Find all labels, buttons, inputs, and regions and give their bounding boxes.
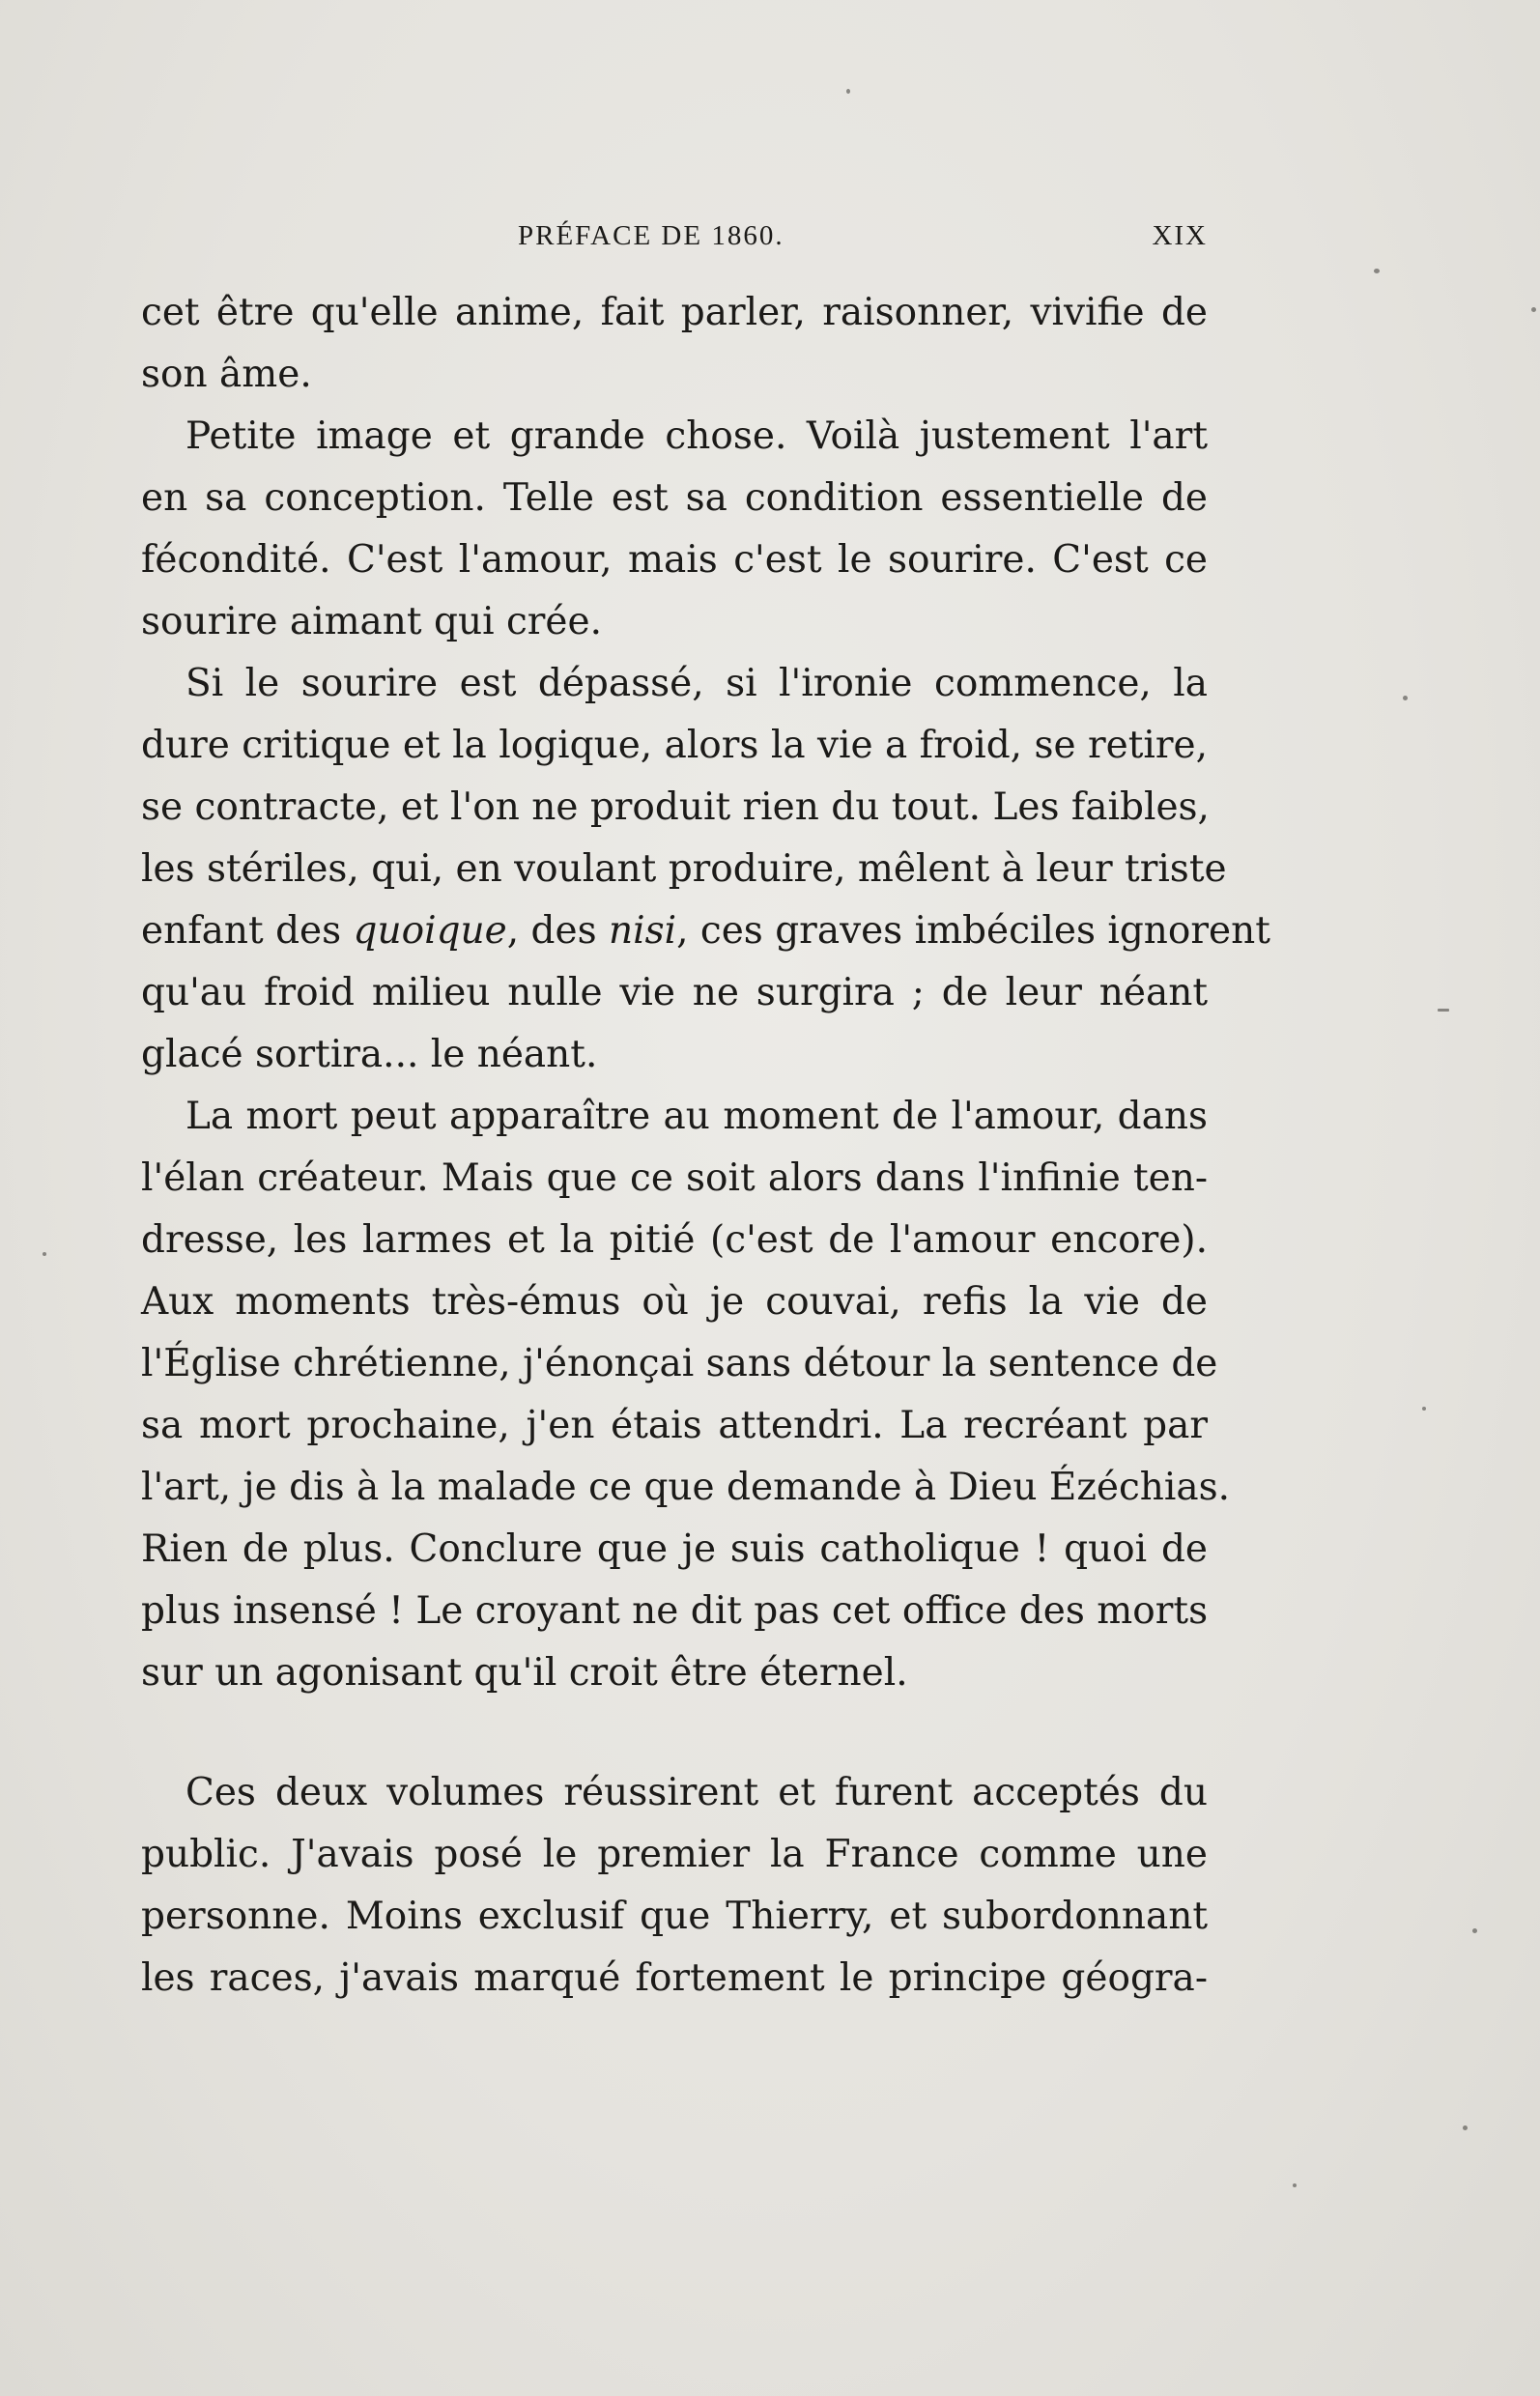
text-segment: , ces graves imbéciles ignorent (676, 909, 1270, 953)
text-line: Petite image et grande chose. Voilà justement l'art (185, 414, 1208, 458)
text-line: les races, j'avais marqué fortement le principe géogra- (141, 1956, 1208, 2000)
paper-speck (1472, 1928, 1477, 1933)
text-line: sur un agonisant qu'il croit être éternel. (141, 1651, 908, 1695)
section-break (141, 1704, 1208, 1762)
text-line: dure critique et la logique, alors la vie a froid, se retire, (141, 724, 1208, 767)
paragraph-1 (141, 282, 1208, 406)
text-line: personne. Moins exclusif que Thierry, et subordonnant (141, 1895, 1208, 1938)
text-line: l'art, je dis à la malade ce que demande à Dieu Ézéchias. (141, 1466, 1231, 1509)
text-line: Rien de plus. Conclure que je suis catholique ! quoi de (141, 1527, 1208, 1571)
paragraph-3 (141, 653, 1270, 1086)
text-line: en sa conception. Telle est sa condition essentielle de (141, 476, 1208, 520)
paragraph-2 (141, 406, 1208, 653)
italic-word: quoique (353, 909, 507, 953)
text-line: glacé sortira... le néant. (141, 1033, 598, 1076)
text-line: public. J'avais posé le premier la France comme une (141, 1833, 1208, 1876)
italic-word: nisi (609, 909, 677, 953)
paper-speck (846, 89, 850, 94)
paper-speck (43, 1252, 46, 1256)
paper-speck (1374, 269, 1380, 273)
text-line: l'élan créateur. Mais que ce soit alors dans l'infinie ten- (141, 1156, 1208, 1200)
text-segment: , des (506, 909, 609, 953)
body-text (141, 282, 1270, 2010)
running-head-title: PRÉFACE DE 1860. (518, 220, 784, 251)
paper-speck (1293, 2183, 1297, 2187)
text-line: dresse, les larmes et la pitié (c'est de l'amour encore). (141, 1218, 1208, 1262)
paragraph-5 (141, 1762, 1208, 2010)
paper-speck (1422, 1407, 1426, 1411)
text-segment: enfant des (141, 909, 354, 953)
paragraph-4 (141, 1086, 1231, 1704)
text-line-with-italics (141, 900, 1270, 962)
text-line: sa mort prochaine, j'en étais attendri. La recréant par (141, 1404, 1208, 1447)
text-line: Si le sourire est dépassé, si l'ironie commence, la (185, 662, 1208, 705)
text-line: plus insensé ! Le croyant ne dit pas cet office des morts (141, 1589, 1209, 1633)
text-line: sourire aimant qui crée. (141, 600, 602, 643)
paper-speck (1438, 1009, 1449, 1012)
text-line: La mort peut apparaître au moment de l'amour, dans (185, 1095, 1208, 1138)
text-line: qu'au froid milieu nulle vie ne surgira ; de leur néant (141, 971, 1208, 1014)
text-line: se contracte, et l'on ne produit rien du tout. Les faibles, (141, 785, 1210, 829)
paper-speck (1531, 307, 1536, 312)
text-line: l'Église chrétienne, j'énonçai sans détour la sentence de (141, 1342, 1218, 1385)
paper-speck (1463, 2125, 1468, 2130)
text-line: cet être qu'elle anime, fait parler, raisonner, vivifie de (141, 291, 1208, 334)
text-line: Aux moments très-émus où je couvai, refis la vie de (141, 1280, 1208, 1324)
text-line: fécondité. C'est l'amour, mais c'est le sourire. C'est ce (141, 538, 1208, 582)
text-line: les stériles, qui, en voulant produire, mêlent à leur triste (141, 847, 1227, 891)
page-number: XIX (1152, 220, 1208, 251)
running-head (141, 220, 1208, 269)
text-line: Ces deux volumes réussirent et furent acceptés du (185, 1771, 1208, 1814)
text-line: son âme. (141, 353, 312, 396)
paper-speck (1403, 696, 1408, 700)
